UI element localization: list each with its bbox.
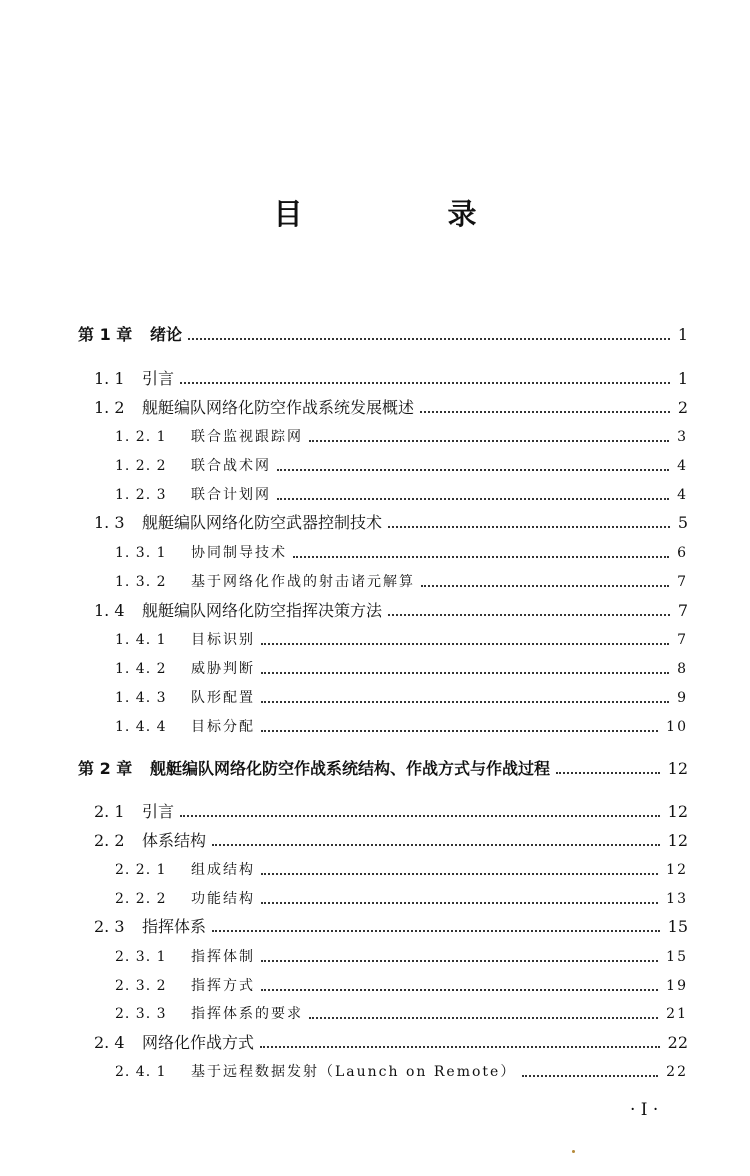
toc-entry-page: 7 bbox=[677, 632, 688, 648]
toc-entry-number: 1. 4. 4 bbox=[115, 719, 167, 735]
toc-entry-title: 队形配置 bbox=[191, 690, 255, 706]
dot-leader bbox=[212, 844, 660, 846]
toc-entry-sub bbox=[115, 424, 688, 450]
toc-entry-number: 2. 3. 2 bbox=[115, 978, 167, 994]
dot-leader bbox=[261, 873, 658, 875]
toc-entry-number: 2. 1 bbox=[94, 802, 125, 821]
toc-entry-page: 7 bbox=[677, 574, 688, 590]
toc-entry-sub bbox=[115, 569, 688, 595]
toc-entry-page: 6 bbox=[677, 545, 688, 561]
toc-entry-page: 12 bbox=[666, 862, 688, 878]
toc-entry-title: 基于网络化作战的射击诸元解算 bbox=[191, 574, 415, 590]
toc-entry-sub bbox=[115, 973, 688, 999]
toc-entry-number: 第 1 章 bbox=[78, 325, 133, 344]
toc-entry-title: 目标分配 bbox=[191, 719, 255, 735]
dot-leader bbox=[293, 556, 669, 558]
toc-entry-page: 10 bbox=[666, 719, 688, 735]
toc-entry-number: 1. 3 bbox=[94, 513, 125, 532]
toc-entry-number: 2. 2. 1 bbox=[115, 862, 167, 878]
toc-entry-sub bbox=[115, 453, 688, 479]
dot-leader bbox=[261, 989, 658, 991]
toc-entry-page: 4 bbox=[677, 458, 688, 474]
page-number: · I · bbox=[630, 1100, 659, 1120]
dot-leader bbox=[388, 526, 670, 528]
toc-entry-title: 基于远程数据发射（Launch on Remote） bbox=[191, 1064, 517, 1080]
toc-entry-title: 功能结构 bbox=[191, 891, 255, 907]
toc-entry-title: 舰艇编队网络化防空作战系统发展概述 bbox=[142, 398, 415, 417]
toc-entry-section bbox=[94, 914, 688, 940]
dot-leader bbox=[309, 1017, 658, 1019]
toc-entry-chapter bbox=[78, 322, 688, 348]
toc-entry-title: 舰艇编队网络化防空武器控制技术 bbox=[142, 513, 383, 532]
toc-entry-number: 2. 3. 1 bbox=[115, 949, 167, 965]
toc-entry-page: 8 bbox=[677, 661, 688, 677]
dot-leader bbox=[261, 902, 658, 904]
toc-entry-number: 1. 3. 1 bbox=[115, 545, 167, 561]
toc-entry-page: 13 bbox=[666, 891, 688, 907]
dot-leader bbox=[261, 643, 669, 645]
toc-entry-title: 威胁判断 bbox=[191, 661, 255, 677]
dot-leader bbox=[556, 772, 660, 774]
toc-entry-sub bbox=[115, 1001, 688, 1027]
toc-entry-sub bbox=[115, 627, 688, 653]
toc-entry-chapter bbox=[78, 756, 688, 782]
toc-entry-page: 5 bbox=[677, 513, 688, 532]
toc-entry-page: 4 bbox=[677, 487, 688, 503]
dot-leader bbox=[212, 930, 660, 932]
toc-entry-number: 1. 4 bbox=[94, 601, 125, 620]
toc-entry-title: 指挥方式 bbox=[191, 978, 255, 994]
toc-entry-title: 协同制导技术 bbox=[191, 545, 287, 561]
toc-entry-title: 体系结构 bbox=[142, 831, 207, 850]
toc-entry-page: 12 bbox=[667, 759, 688, 778]
dot-leader bbox=[180, 815, 660, 817]
paper-speck bbox=[572, 1150, 575, 1153]
toc-entry-page: 19 bbox=[666, 978, 688, 994]
toc-entry-section bbox=[94, 366, 688, 392]
toc-entry-number: 1. 3. 2 bbox=[115, 574, 167, 590]
toc-entry-number: 2. 4 bbox=[94, 1033, 125, 1052]
toc-entry-page: 7 bbox=[677, 601, 688, 620]
toc-entry-number: 1. 4. 2 bbox=[115, 661, 167, 677]
toc-entry-number: 2. 4. 1 bbox=[115, 1064, 167, 1080]
toc-entry-page: 2 bbox=[677, 398, 688, 417]
toc-entry-number: 2. 2 bbox=[94, 831, 125, 850]
toc-entry-sub bbox=[115, 944, 688, 970]
toc-entry-section bbox=[94, 1030, 688, 1056]
dot-leader bbox=[261, 672, 669, 674]
toc-entry-page: 1 bbox=[677, 325, 688, 344]
toc-entry-sub bbox=[115, 1059, 688, 1085]
toc-entry-title: 联合计划网 bbox=[191, 487, 271, 503]
dot-leader bbox=[421, 585, 669, 587]
dot-leader bbox=[180, 382, 670, 384]
toc-entry-title: 网络化作战方式 bbox=[142, 1033, 255, 1052]
toc-entry-number: 1. 4. 1 bbox=[115, 632, 167, 648]
page-title: 目 录 bbox=[273, 197, 535, 231]
dot-leader bbox=[261, 701, 669, 703]
dot-leader bbox=[388, 614, 670, 616]
toc-entry-title: 指挥体制 bbox=[191, 949, 255, 965]
toc-entry-section bbox=[94, 828, 688, 854]
toc-entry-title: 舰艇编队网络化防空指挥决策方法 bbox=[142, 601, 383, 620]
toc-entry-title: 组成结构 bbox=[191, 862, 255, 878]
toc-entry-number: 1. 2. 3 bbox=[115, 487, 167, 503]
toc-entry-page: 21 bbox=[666, 1006, 688, 1022]
toc-entry-page: 12 bbox=[667, 802, 688, 821]
toc-entry-sub bbox=[115, 482, 688, 508]
dot-leader bbox=[260, 1046, 660, 1048]
dot-leader bbox=[522, 1075, 658, 1077]
toc-entry-sub bbox=[115, 857, 688, 883]
toc-entry-sub bbox=[115, 656, 688, 682]
dot-leader bbox=[420, 411, 670, 413]
toc-entry-title: 联合监视跟踪网 bbox=[191, 429, 303, 445]
dot-leader bbox=[309, 440, 669, 442]
toc-entry-title: 指挥体系 bbox=[142, 917, 207, 936]
toc-entry-sub bbox=[115, 685, 688, 711]
dot-leader bbox=[261, 730, 658, 732]
toc-entry-title: 指挥体系的要求 bbox=[191, 1006, 303, 1022]
toc-entry-sub bbox=[115, 886, 688, 912]
toc-entry-title: 目标识别 bbox=[191, 632, 255, 648]
toc-entry-sub bbox=[115, 714, 688, 740]
toc-entry-number: 1. 2. 2 bbox=[115, 458, 167, 474]
toc-entry-section bbox=[94, 799, 688, 825]
toc-entry-title: 联合战术网 bbox=[191, 458, 271, 474]
toc-entry-number: 1. 2. 1 bbox=[115, 429, 167, 445]
toc-entry-page: 12 bbox=[667, 831, 688, 850]
dot-leader bbox=[277, 469, 669, 471]
toc-entry-sub bbox=[115, 540, 688, 566]
toc-entry-number: 2. 2. 2 bbox=[115, 891, 167, 907]
toc-entry-number: 第 2 章 bbox=[78, 759, 133, 778]
dot-leader bbox=[277, 498, 669, 500]
toc-entry-title: 绪论 bbox=[150, 325, 183, 344]
toc-entry-number: 1. 4. 3 bbox=[115, 690, 167, 706]
toc-entry-title: 引言 bbox=[142, 369, 175, 388]
toc-entry-section bbox=[94, 598, 688, 624]
toc-entry-page: 1 bbox=[677, 369, 688, 388]
toc-entry-number: 2. 3 bbox=[94, 917, 125, 936]
toc-entry-number: 1. 1 bbox=[94, 369, 125, 388]
toc-entry-page: 3 bbox=[677, 429, 688, 445]
toc-entry-page: 15 bbox=[667, 917, 688, 936]
toc-entry-title: 引言 bbox=[142, 802, 175, 821]
toc-entry-title: 舰艇编队网络化防空作战系统结构、作战方式与作战过程 bbox=[150, 759, 551, 778]
toc-entry-page: 15 bbox=[666, 949, 688, 965]
toc-entry-section bbox=[94, 395, 688, 421]
toc-entry-page: 22 bbox=[667, 1033, 688, 1052]
toc-entry-page: 9 bbox=[677, 690, 688, 706]
dot-leader bbox=[261, 960, 658, 962]
toc-entry-number: 2. 3. 3 bbox=[115, 1006, 167, 1022]
toc-entry-page: 22 bbox=[666, 1064, 688, 1080]
toc-entry-number: 1. 2 bbox=[94, 398, 125, 417]
toc-entry-section bbox=[94, 510, 688, 536]
dot-leader bbox=[188, 338, 670, 340]
